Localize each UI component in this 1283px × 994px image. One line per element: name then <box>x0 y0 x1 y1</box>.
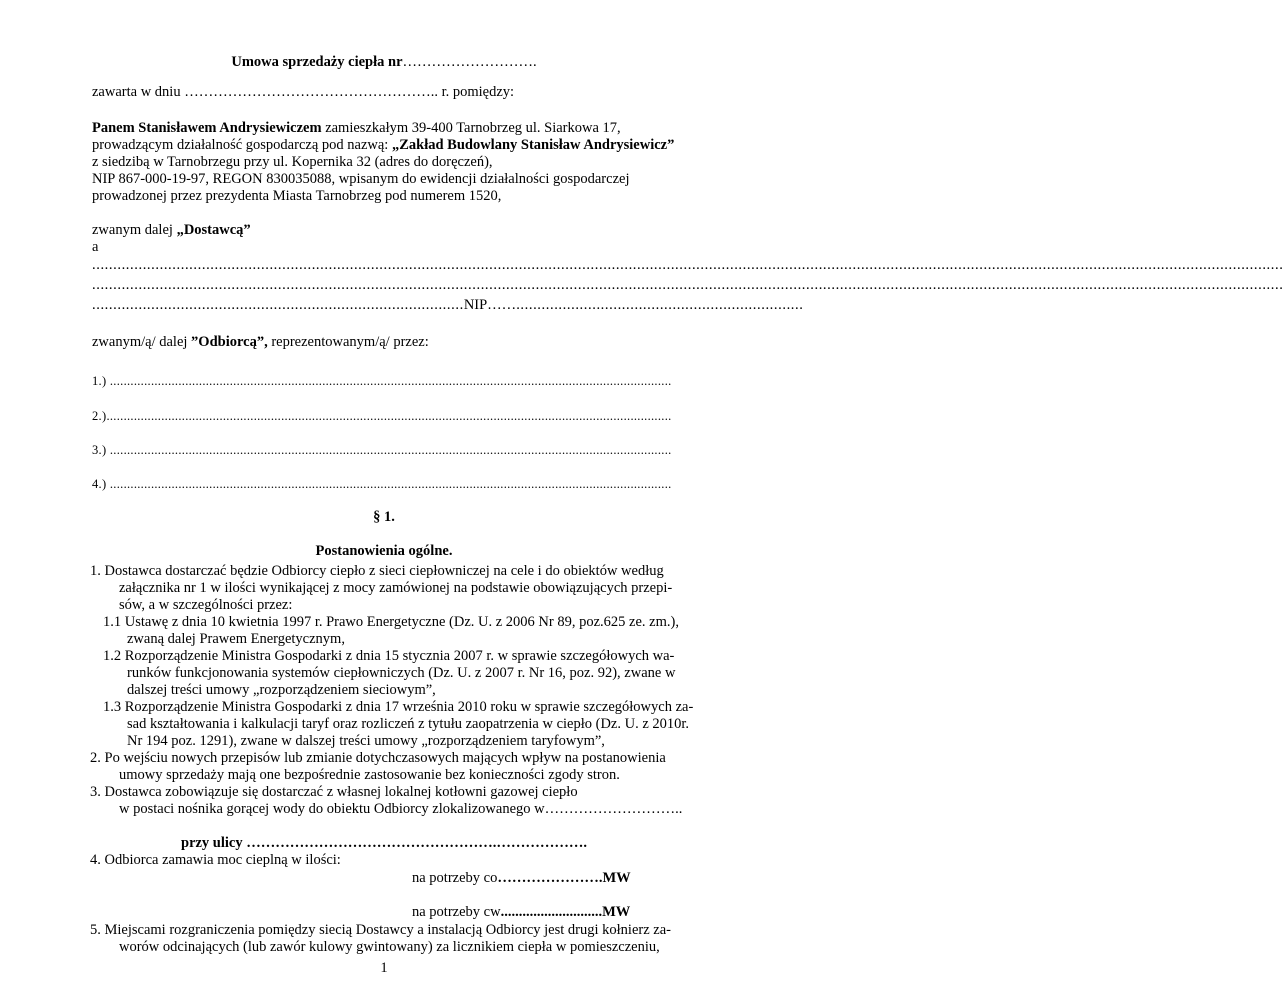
party1-line5: prowadzonej przez prezydenta Miasta Tarnobrzeg pod numerem 1520, <box>92 188 502 204</box>
body-line-1: 1. Dostawca dostarczać będzie Odbiorcy ciepło z sieci ciepłowniczej na cele i do obiektów według <box>90 563 664 579</box>
body-line-4: 1.1 Ustawę z dnia 10 kwietnia 1997 r. Prawo Energetyczne (Dz. U. z 2006 Nr 89, poz.625 ze. zm.), <box>103 614 679 630</box>
supplier-line <box>92 222 251 239</box>
representative-3: 3.) .................................................................................................................................................................... <box>92 443 672 457</box>
representative-4: 4.) .................................................................................................................................................................... <box>92 477 672 491</box>
item-5-line-1: 5. Miejscami rozgraniczenia pomiędzy siecią Dostawcy a instalacją Odbiorcy jest drugi kołnierz za- <box>90 922 671 938</box>
body-line-10: sad kształtowania i kalkulacji taryf oraz rozliczeń z tytułu zaopatrzenia w ciepło (Dz. U. z 2010r. <box>127 716 690 732</box>
party1-line4: NIP 867-000-19-97, REGON 830035088, wpisanym do ewidencji działalności gospodarczej <box>92 171 630 187</box>
party2-blank-pre: ........................................................................................ <box>92 297 464 313</box>
cw-label: na potrzeby cw <box>412 904 501 920</box>
co-label: na potrzeby co <box>412 870 498 886</box>
representative-2: 2.)..................................................................................................................................................................... <box>92 409 672 423</box>
body-line-3: sów, a w szczególności przez: <box>119 597 293 613</box>
receiver-line <box>92 334 429 351</box>
title-text: Umowa sprzedaży ciepła nr <box>231 54 403 70</box>
party2-blank-line-3 <box>92 297 804 314</box>
supplier-name: „Dostawcą” <box>176 222 251 238</box>
cw-capacity-line <box>412 904 630 921</box>
conjunction-a: a <box>92 239 99 255</box>
party1-business-pre: prowadzącym działalność gospodarczą pod nazwą: <box>92 137 392 153</box>
cw-unit: MW <box>602 904 631 920</box>
body-line-2: załącznika nr 1 w ilości wynikającej z mocy zamówionej na podstawie obowiązujących przepi- <box>119 580 673 596</box>
party1-line3: z siedzibą w Tarnobrzegu przy ul. Kopernika 32 (adres do doręczeń), <box>92 154 493 170</box>
body-line-12: 2. Po wejściu nowych przepisów lub zmianie dotychczasowych mających wpływ na postanowienia <box>90 750 666 766</box>
party1-line2 <box>92 137 674 154</box>
receiver-pre: zwanym/ą/ dalej <box>92 334 192 350</box>
body-line-5: zwaną dalej Prawem Energetycznym, <box>127 631 345 647</box>
party2-blank-post: .................................................................... <box>516 297 804 313</box>
contract-title <box>0 54 768 71</box>
party1-address: zamieszkałym 39-400 Tarnobrzeg ul. Siarkowa 17, <box>321 120 621 136</box>
party2-blank-line-2: .......................................................................................................................................................................................................................................................................................... <box>92 277 1283 293</box>
street-line: przy ulicy …………………………………………….………………. <box>181 835 587 851</box>
receiver-name: ”Odbiorcą”, <box>191 334 268 350</box>
page-number: 1 <box>380 960 388 976</box>
body-line-8: dalszej treści umowy „rozporządzeniem sieciowym”, <box>127 682 436 698</box>
contract-date-line: zawarta w dniu …………………………………………….. r. pomiędzy: <box>92 84 515 100</box>
body-line-9: 1.3 Rozporządzenie Ministra Gospodarki z dnia 17 września 2010 roku w sprawie szczegółowych za- <box>103 699 694 715</box>
co-blank: …………………. <box>497 870 603 886</box>
body-line-14: 3. Dostawca zobowiązuje się dostarczać z własnej lokalnej kotłowni gazowej ciepło <box>90 784 578 800</box>
cw-blank: ............................ <box>500 904 603 920</box>
nip-label: NIP…… <box>463 297 517 313</box>
body-line-15: w postaci nośnika gorącej wody do obiektu Odbiorcy zlokalizowanego w……………………….. <box>119 801 683 817</box>
section-title: Postanowienia ogólne. <box>315 543 453 559</box>
body-line-11: Nr 194 poz. 1291), zwane w dalszej treści umowy „rozporządzeniem taryfowym”, <box>127 733 605 749</box>
body-line-6: 1.2 Rozporządzenie Ministra Gospodarki z dnia 15 stycznia 2007 r. w sprawie szczegółowych wa- <box>103 648 675 664</box>
section-number: § 1. <box>373 509 395 525</box>
item-5-line-2: worów odcinających (lub zawór kulowy gwintowany) za licznikiem ciepła w pomieszczeniu, <box>119 939 660 955</box>
party1-company: „Zakład Budowlany Stanisław Andrysiewicz” <box>391 137 675 153</box>
contract-number-blank: ………………………. <box>402 54 537 70</box>
co-unit: MW <box>602 870 631 886</box>
supplier-pre: zwanym dalej <box>92 222 177 238</box>
co-capacity-line <box>412 870 631 887</box>
body-line-13: umowy sprzedaży mają one bezpośrednie zastosowanie bez konieczności zgody stron. <box>119 767 620 783</box>
party2-blank-line-1: .......................................................................................................................................................................................................................................................................................... <box>92 257 1283 273</box>
party1-line1 <box>92 120 621 137</box>
body-line-7: runków funkcjonowania systemów ciepłowniczych (Dz. U. z 2007 r. Nr 16, poz. 92), zwane w <box>127 665 676 681</box>
party1-name: Panem Stanisławem Andrysiewiczem <box>92 120 322 136</box>
item-4: 4. Odbiorca zamawia moc cieplną w ilości: <box>90 852 341 868</box>
representative-1: 1.) .................................................................................................................................................................... <box>92 374 672 388</box>
receiver-post: reprezentowanym/ą/ przez: <box>267 334 429 350</box>
